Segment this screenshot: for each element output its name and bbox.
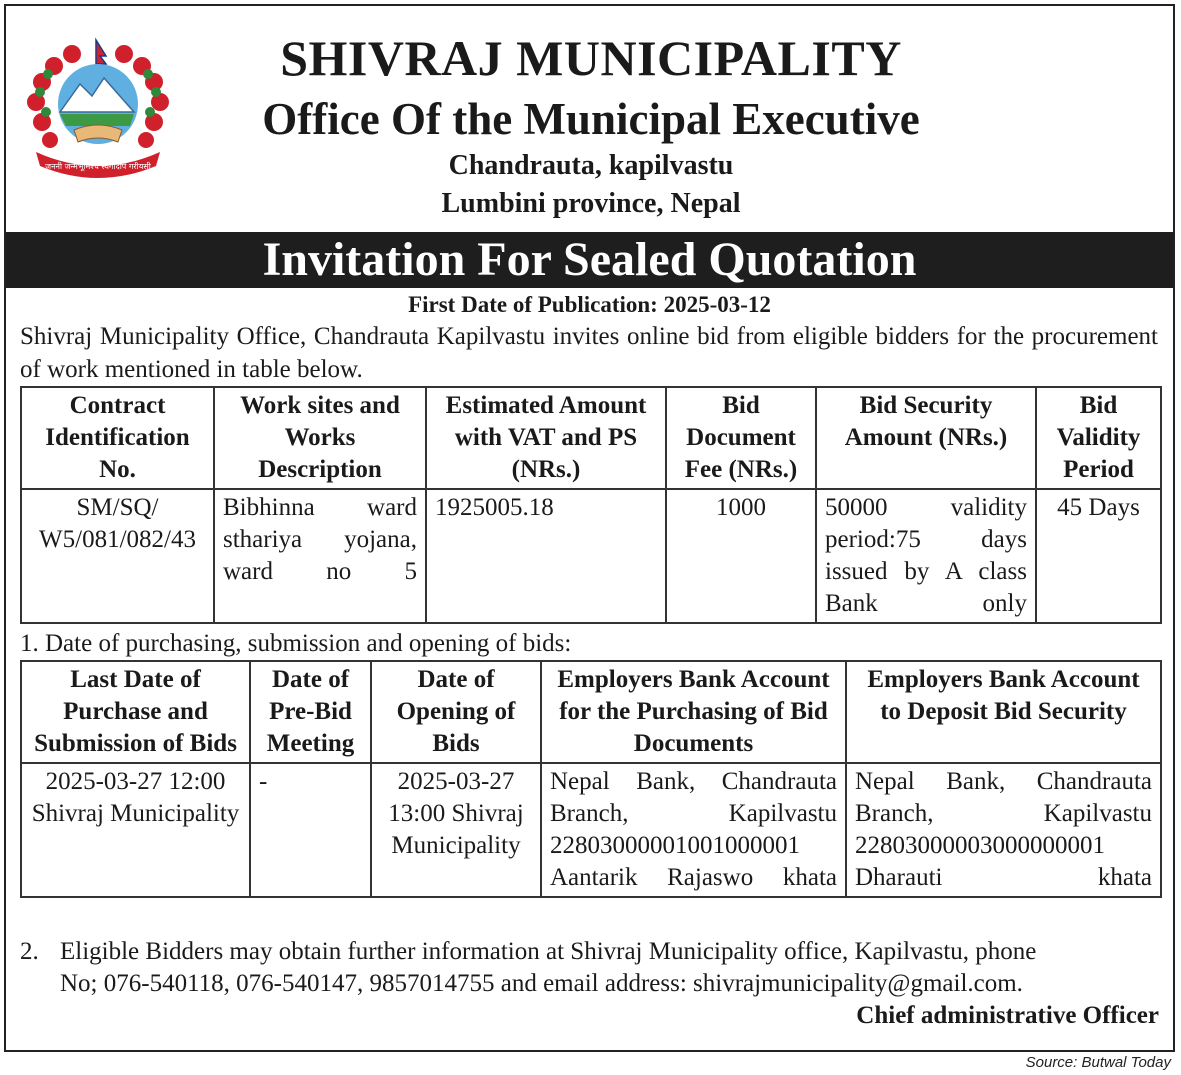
header-contract-id: Contract Identification No.: [21, 387, 214, 489]
signature: Chief administrative Officer: [856, 1002, 1159, 1029]
intro-paragraph: Shivraj Municipality Office, Chandrauta Kapilvastu invites online bid from eligible bidders for the procurement of work mentioned in table below.: [20, 323, 1158, 383]
header-bid-validity: Bid Validity Period: [1036, 387, 1161, 489]
municipality-title: SHIVRAJ MUNICIPALITY: [280, 30, 902, 86]
publication-date: First Date of Publication: 2025-03-12: [408, 292, 771, 317]
bid-dates-table: [20, 660, 1162, 898]
note-2-line-1: Eligible Bidders may obtain further information at Shivraj Municipality office, Kapilvastu, phone: [60, 938, 1037, 965]
contract-table: [20, 386, 1162, 624]
cell-bid-validity: 45 Days: [1036, 489, 1161, 623]
header-last-date: Last Date of Purchase and Submission of Bids: [21, 661, 250, 763]
cell-work-description: Bibhinna ward sthariya yojana, ward no 5: [214, 489, 426, 623]
note-2-line-2: No; 076-540118, 076-540147, 9857014755 and email address: shivrajmunicipality@gmail.com.: [60, 970, 1023, 997]
note-2: [20, 936, 1158, 1000]
header-estimated-amount: Estimated Amount with VAT and PS (NRs.): [426, 387, 666, 489]
header-opening-date: Date of Opening of Bids: [371, 661, 541, 763]
note-1: 1. Date of purchasing, submission and opening of bids:: [20, 630, 572, 657]
source-credit: Source: Butwal Today: [1025, 1054, 1171, 1071]
notice-frame: [4, 4, 1175, 1052]
header-bid-document-fee: Bid Document Fee (NRs.): [666, 387, 816, 489]
address-line-1: Chandrauta, kapilvastu: [448, 150, 734, 181]
cell-security-account: Nepal Bank, Chandrauta Branch, Kapilvastu 22803000003000000001 Dharauti khata: [846, 763, 1161, 897]
header-bid-security: Bid Security Amount (NRs.): [816, 387, 1036, 489]
office-title: Office Of the Municipal Executive: [262, 94, 920, 144]
cell-estimated-amount: 1925005.18: [426, 489, 666, 623]
cell-bid-document-fee: 1000: [666, 489, 816, 623]
cell-last-date: 2025-03-27 12:00 Shivraj Municipality: [21, 763, 250, 897]
cell-purchase-account: Nepal Bank, Chandrauta Branch, Kapilvastu 22803000001001000001 Aantarik Rajaswo khata: [541, 763, 846, 897]
table-row: [21, 763, 1161, 897]
cell-pre-bid-meeting: -: [250, 763, 371, 897]
bid-dates-header-row: [21, 661, 1161, 763]
table-row: [21, 489, 1161, 623]
cell-opening-date: 2025-03-27 13:00 Shivraj Municipality: [371, 763, 541, 897]
contract-table-header-row: [21, 387, 1161, 489]
cell-bid-security: 50000 validity period:75 days issued by A class Bank only: [816, 489, 1036, 623]
svg-text:जननी जन्मभूमिश्च स्वर्गादपि गर: जननी जन्मभूमिश्च स्वर्गादपि गरीयसी: [45, 162, 151, 171]
address-line-2: Lumbini province, Nepal: [441, 188, 741, 219]
header-work-sites: Work sites and Works Description: [214, 387, 426, 489]
header-security-account: Employers Bank Account to Deposit Bid Security: [846, 661, 1161, 763]
notice-banner: Invitation For Sealed Quotation: [6, 232, 1173, 288]
header: [6, 6, 1173, 230]
note-2-number: 2.: [20, 938, 39, 965]
cell-contract-id: SM/SQ/ W5/081/082/43: [21, 489, 214, 623]
header-purchase-account: Employers Bank Account for the Purchasing of Bid Documents: [541, 661, 846, 763]
nepal-government-emblem-icon: [22, 34, 174, 182]
header-pre-bid-meeting: Date of Pre-Bid Meeting: [250, 661, 371, 763]
